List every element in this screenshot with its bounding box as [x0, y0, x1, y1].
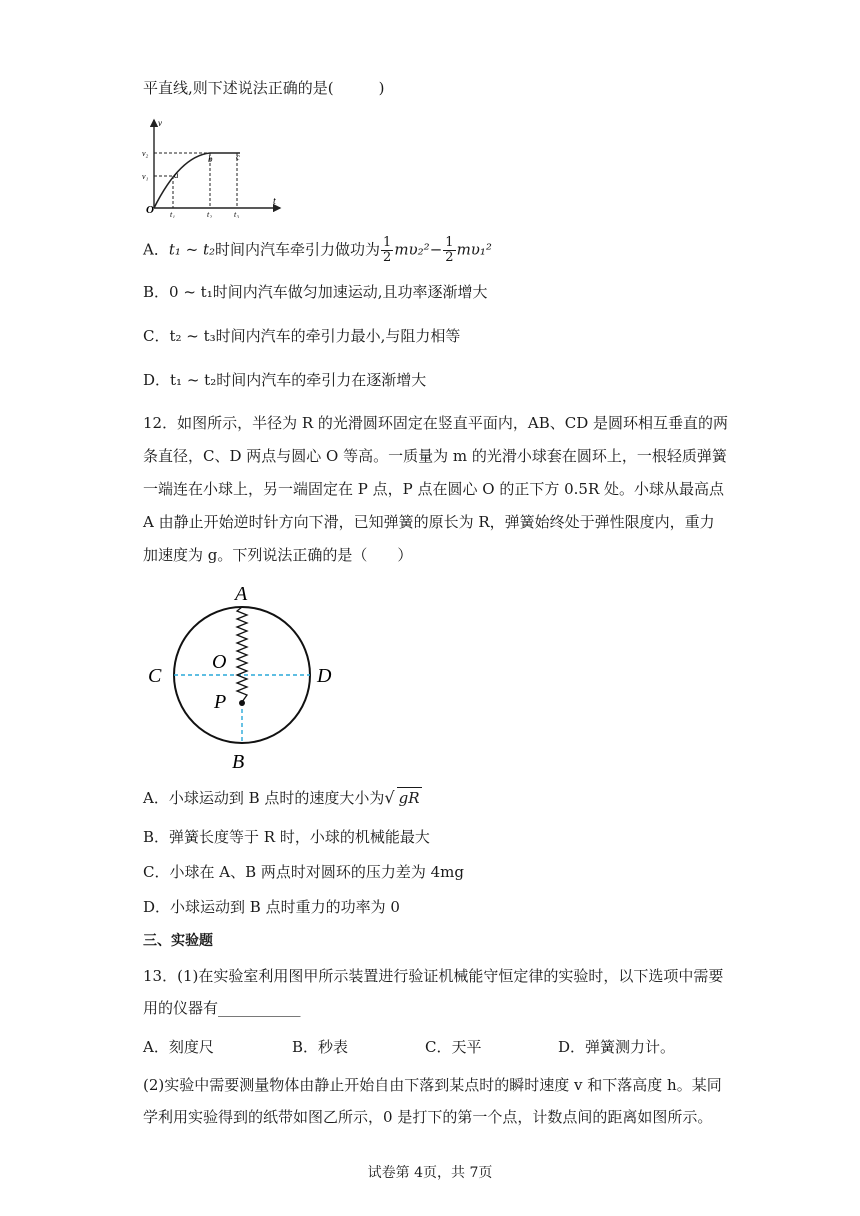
graph-t1-label: t₁ — [170, 210, 176, 218]
fig-label-b: B — [232, 751, 245, 773]
graph-origin-label: O — [146, 204, 154, 216]
fig-label-c: C — [148, 665, 162, 687]
fig-label-d: D — [317, 665, 332, 687]
q11-optA-frac1: $\frac{1}{2}$ — [383, 235, 392, 265]
q13-option-a[interactable]: A．刻度尺 — [143, 1038, 214, 1056]
fig-label-p: P — [214, 691, 227, 713]
q11-optA-frac2: $\frac{1}{2}$ — [445, 235, 454, 265]
q11-option-d[interactable]: D．t₁ ~ t₂时间内汽车的牵引力在逐渐增大 — [143, 371, 427, 389]
graph-point-a: a — [174, 170, 179, 180]
q13-part2-line2: 学利用实验得到的纸带如图乙所示，0 是打下的第一个点，计数点间的距离如图所示。 — [143, 1108, 713, 1126]
q11-optA-interval: t₁ ~ t₂ — [168, 240, 216, 259]
q11-option-c[interactable]: C．t₂ ~ t₃时间内汽车的牵引力最小,与阻力相等 — [143, 327, 461, 345]
q13-option-b[interactable]: B．秒表 — [292, 1038, 349, 1056]
q13-option-c[interactable]: C．天平 — [425, 1038, 482, 1056]
graph-v2-label: v₂ — [142, 149, 149, 158]
fig-label-o: O — [212, 651, 227, 673]
q12-stem-line4: A 由静止开始逆时针方向下滑，已知弹簧的原长为 R，弹簧始终处于弹性限度内，重力 — [143, 513, 715, 531]
q12-stem-line2: 条直径，C、D 两点与圆心 O 等高。一质量为 m 的光滑小球套在圆环上，一根轻质弹簧 — [143, 447, 727, 465]
q12-option-a[interactable]: A．小球运动到 B 点时的速度大小为√ gR — [143, 788, 420, 807]
graph-v-label: v — [158, 118, 162, 128]
fig-label-a: A — [235, 583, 248, 605]
section-heading-experiment: 三、实验题 — [143, 933, 213, 949]
graph-t-label: t — [273, 196, 276, 207]
graph-t3-label: t₃ — [234, 210, 240, 218]
q12-option-c[interactable]: C．小球在 A、B 两点时对圆环的压力差为 4mg — [143, 863, 465, 881]
q13-part2-line1: (2)实验中需要测量物体由静止开始自由下落到某点时的瞬时速度 v 和下落高度 h。某同 — [143, 1076, 722, 1094]
graph-point-c: c — [236, 152, 240, 162]
q12-stem-line5: 加速度为 g。下列说法正确的是（ ） — [143, 546, 413, 564]
q11-option-b[interactable]: B．0 ~ t₁时间内汽车做匀加速运动,且功率逐渐增大 — [143, 283, 488, 301]
q12-optA-sqrt: gR — [398, 789, 420, 807]
q12-option-b[interactable]: B．弹簧长度等于 R 时，小球的机械能最大 — [143, 828, 430, 846]
graph-point-b: b — [208, 154, 213, 164]
q13-option-d[interactable]: D．弹簧测力计。 — [558, 1038, 676, 1056]
q11-vt-graph — [140, 116, 290, 222]
q12-option-d[interactable]: D．小球运动到 B 点时重力的功率为 0 — [143, 898, 400, 916]
q13-line2: 用的仪器有___________ — [143, 999, 301, 1017]
q12-stem-line1: 12．如图所示，半径为 R 的光滑圆环固定在竖直平面内，AB、CD 是圆环相互垂直的两 — [143, 414, 729, 432]
q13-line1: 13．(1)在实验室利用图甲所示装置进行验证机械能守恒定律的实验时，以下选项中需要 — [143, 967, 724, 985]
graph-v1-label: v₁ — [142, 172, 149, 181]
q11-option-a[interactable]: A．t₁ ~ t₂时间内汽车牵引力做功为 $\frac{1}{2}$ mυ₂²− $\frac{1}{2}$ mυ₁² — [143, 235, 492, 265]
q11-stem-tail: 平直线,则下述说法正确的是( ) — [143, 79, 385, 97]
graph-t2-label: t₂ — [207, 210, 213, 218]
page-footer: 试卷第 4页，共 7页 — [367, 1165, 493, 1181]
q12-stem-line3: 一端连在小球上，另一端固定在 P 点，P 点在圆心 O 的正下方 0.5R 处。小球从最高点 — [143, 480, 725, 498]
q12-circle-figure — [140, 578, 350, 778]
